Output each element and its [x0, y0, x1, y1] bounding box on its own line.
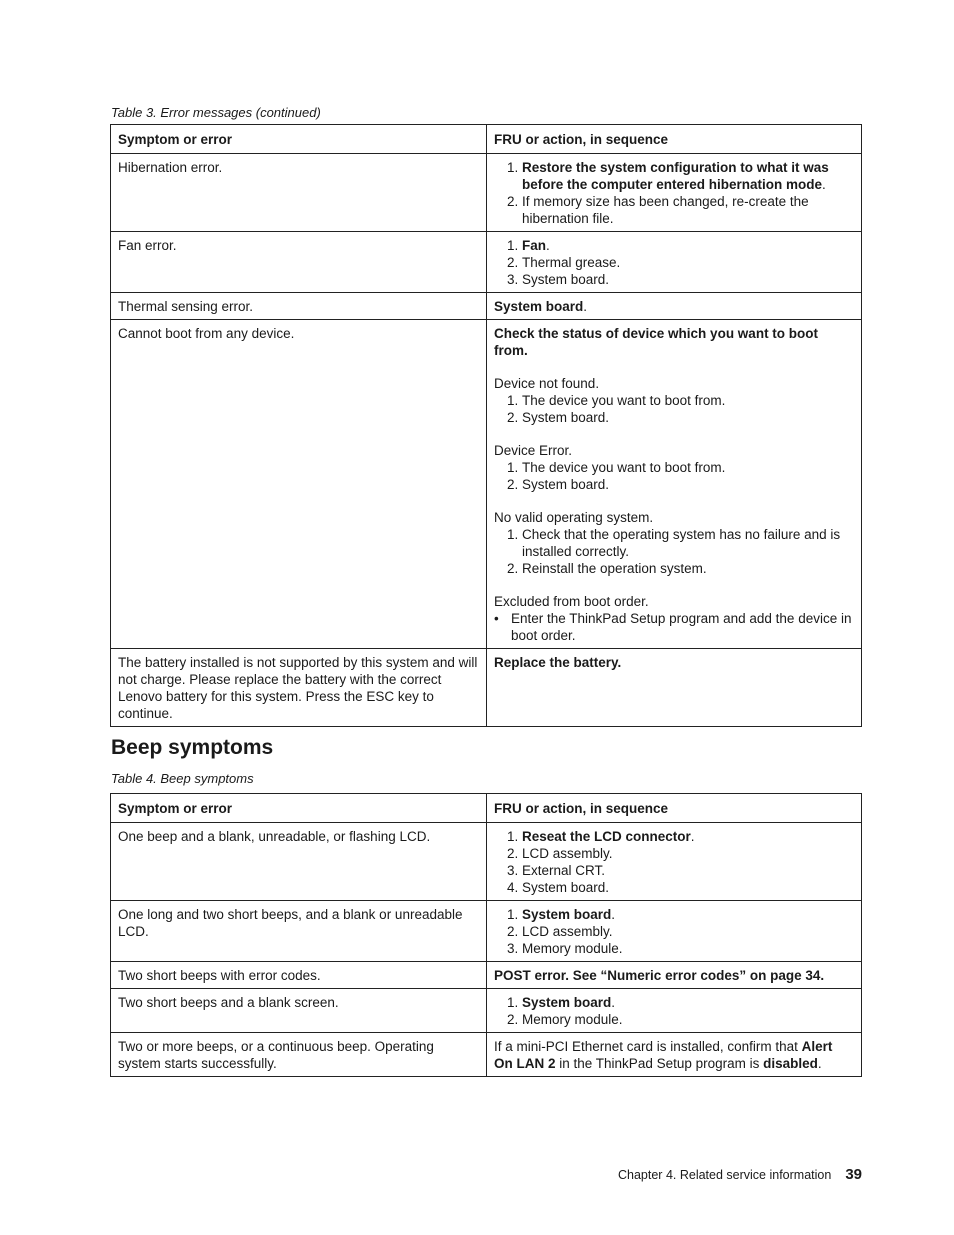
action-list: [494, 906, 854, 957]
action-list: [494, 828, 854, 896]
action-list: [494, 526, 854, 577]
action-list: [494, 994, 854, 1028]
table-row: [111, 649, 862, 727]
table-caption: Table 3. Error messages (continued): [111, 105, 321, 120]
action-list: [494, 159, 854, 227]
list-item: 2. If memory size has been changed, re-create the hibernation file.: [522, 193, 854, 227]
table-row: [111, 320, 862, 649]
symptom-cell: One beep and a blank, unreadable, or flashing LCD.: [111, 823, 487, 901]
list-item: 1. System board.: [522, 906, 854, 923]
list-item: 1. Fan.: [522, 237, 854, 254]
symptom-cell: Two short beeps with error codes.: [111, 962, 487, 989]
list-item: 1. System board.: [522, 994, 854, 1011]
list-item: 4. System board.: [522, 879, 854, 896]
page-footer: [618, 1166, 862, 1183]
table-row: [111, 823, 862, 901]
list-item: 2. LCD assembly.: [522, 845, 854, 862]
beep-symptoms-table: [110, 793, 862, 1077]
list-item: 3. System board.: [522, 271, 854, 288]
list-item: 2. LCD assembly.: [522, 923, 854, 940]
column-header: FRU or action, in sequence: [487, 125, 862, 154]
action-cell: [487, 901, 862, 962]
symptom-cell: Two short beeps and a blank screen.: [111, 989, 487, 1033]
chapter-label: Chapter 4. Related service information: [618, 1168, 832, 1182]
table-row: [111, 989, 862, 1033]
list-item: 1. Reseat the LCD connector.: [522, 828, 854, 845]
symptom-cell: One long and two short beeps, and a blank or unreadable LCD.: [111, 901, 487, 962]
action-cell: System board.: [487, 293, 862, 320]
table-row: [111, 962, 862, 989]
action-cell: Replace the battery.: [487, 649, 862, 727]
table-header-row: [111, 794, 862, 823]
action-list: [494, 459, 854, 493]
symptom-cell: Hibernation error.: [111, 154, 487, 232]
list-item: 2. System board.: [522, 476, 854, 493]
page-number: 39: [845, 1166, 862, 1183]
list-item: 2. Memory module.: [522, 1011, 854, 1028]
list-item: 1. Restore the system configuration to what it was before the computer entered hibernation mode.: [522, 159, 854, 193]
action-list: [494, 392, 854, 426]
list-item: 2. Thermal grease.: [522, 254, 854, 271]
action-cell: [487, 320, 862, 649]
list-item: 2. System board.: [522, 409, 854, 426]
column-header: FRU or action, in sequence: [487, 794, 862, 823]
action-intro: Check the status of device which you want to boot from.: [494, 326, 819, 358]
table-header-row: [111, 125, 862, 154]
group-title: Device not found.: [494, 376, 600, 391]
action-list: [494, 237, 854, 288]
list-item: 1. The device you want to boot from.: [522, 459, 854, 476]
table-row: [111, 293, 862, 320]
list-item: 1. The device you want to boot from.: [522, 392, 854, 409]
symptom-cell: Cannot boot from any device.: [111, 320, 487, 649]
symptom-cell: Two or more beeps, or a continuous beep. Operating system starts successfully.: [111, 1033, 487, 1077]
action-cell: [487, 232, 862, 293]
action-cell: [487, 823, 862, 901]
list-item: 3. Memory module.: [522, 940, 854, 957]
action-cell: [487, 989, 862, 1033]
table-row: [111, 232, 862, 293]
list-item: 1. Check that the operating system has no failure and is installed correctly.: [522, 526, 854, 560]
list-item: 2. Reinstall the operation system.: [522, 560, 854, 577]
error-messages-table: [110, 124, 862, 727]
section-title: Beep symptoms: [111, 736, 274, 759]
group-title: Device Error.: [494, 443, 573, 458]
table-row: [111, 154, 862, 232]
table-row: [111, 1033, 862, 1077]
symptom-cell: Thermal sensing error.: [111, 293, 487, 320]
symptom-cell: The battery installed is not supported by this system and will not charge. Please replace the battery with the correct Lenovo battery for this system. Press the ESC key to continue.: [111, 649, 487, 727]
table-row: [111, 901, 862, 962]
symptom-cell: Fan error.: [111, 232, 487, 293]
group-title: Excluded from boot order.: [494, 594, 649, 609]
action-cell: POST error. See “Numeric error codes” on page 34.: [487, 962, 862, 989]
column-header: Symptom or error: [111, 125, 487, 154]
table-caption: Table 4. Beep symptoms: [111, 771, 254, 786]
group-title: No valid operating system.: [494, 510, 654, 525]
action-cell: [487, 154, 862, 232]
column-header: Symptom or error: [111, 794, 487, 823]
bullet-item: • Enter the ThinkPad Setup program and add the device in boot order.: [511, 610, 854, 644]
list-item: 3. External CRT.: [522, 862, 854, 879]
bullet-list: [494, 610, 854, 644]
action-cell: If a mini-PCI Ethernet card is installed, confirm that Alert On LAN 2 in the ThinkPad Setup program is disabled.: [487, 1033, 862, 1077]
